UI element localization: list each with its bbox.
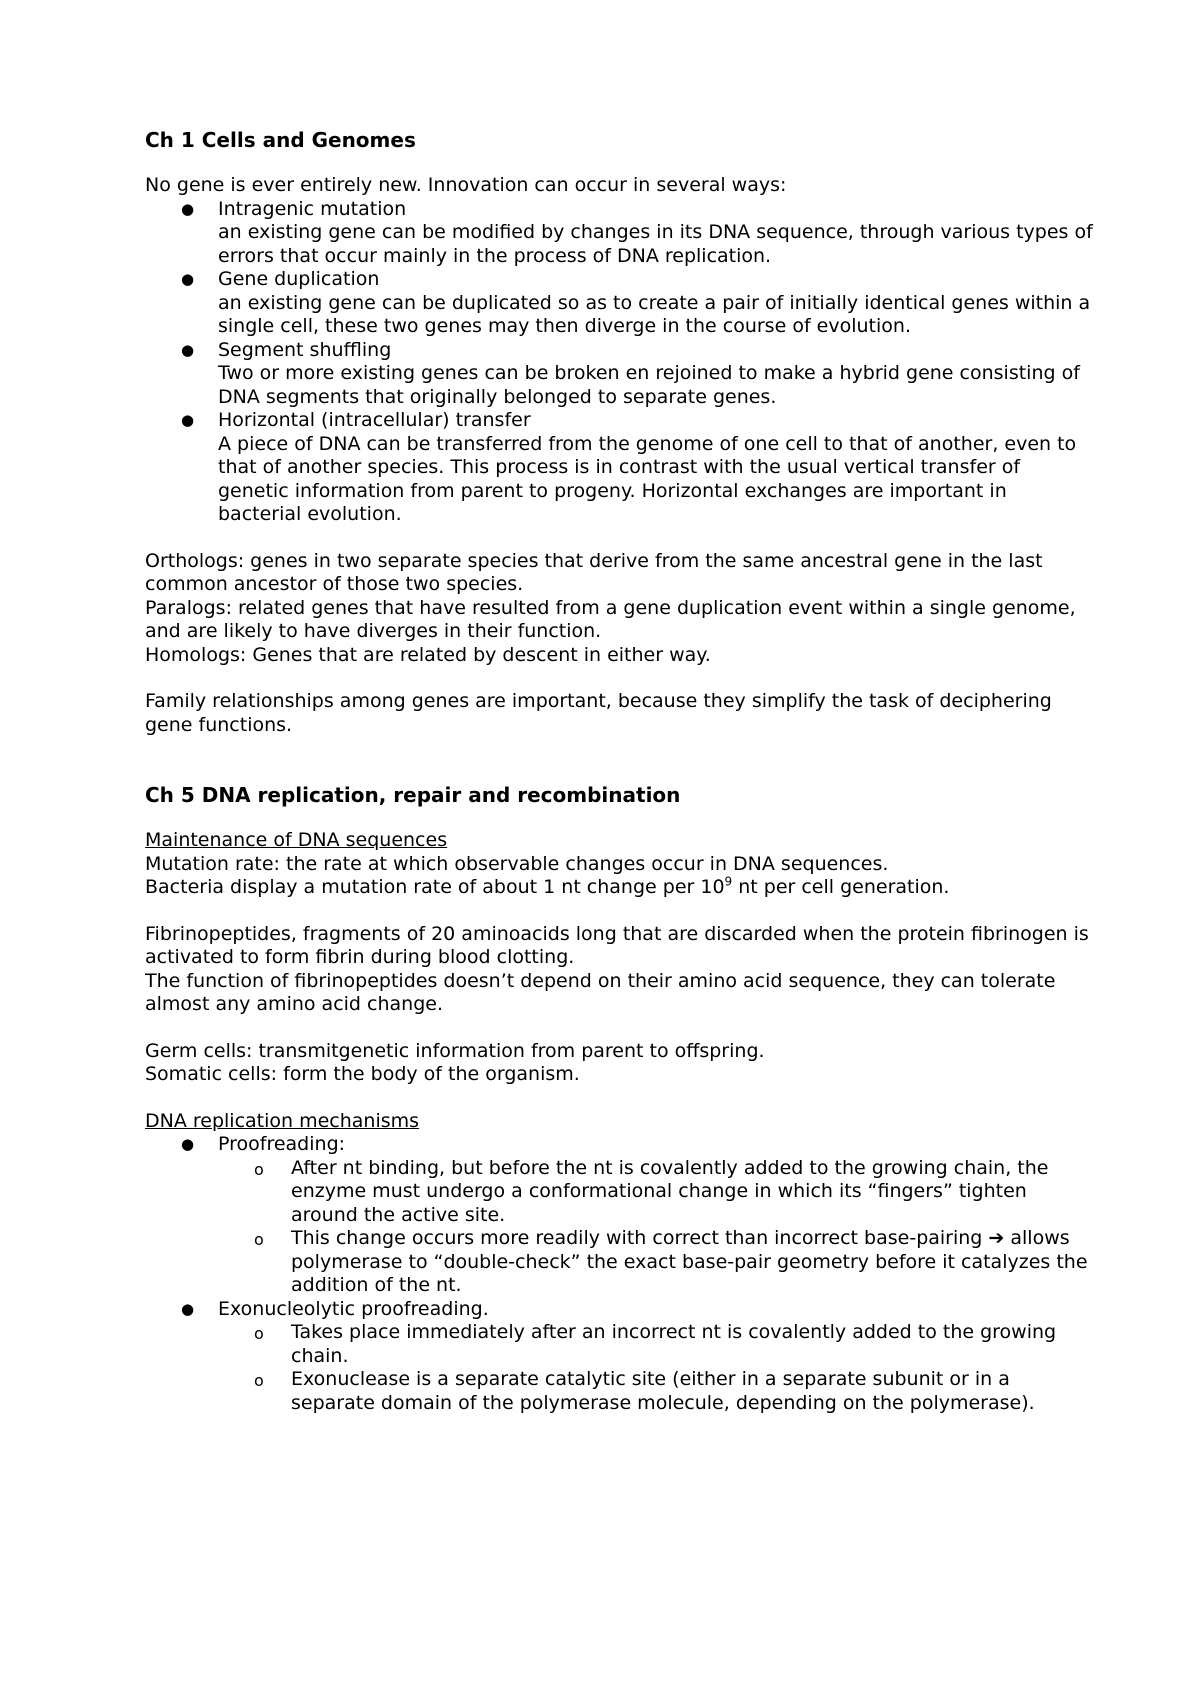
bullet-icon: ● — [181, 411, 195, 429]
ch5-heading: Ch 5 DNA replication, repair and recombination — [145, 783, 681, 807]
sub-list-item-text: This change occurs more readily with correct than incorrect base-pairing ➔ allows polymerase to “double-check” the exact base-pair geometry before it catalyzes the addition of the nt. — [291, 1227, 1088, 1296]
bacteria-text-pre: Bacteria display a mutation rate of about 1 nt change per 10 — [145, 876, 725, 898]
list-item-title: Gene duplication — [218, 268, 380, 290]
list-item — [145, 409, 1095, 527]
list-item-title: Horizontal (intracellular) transfer — [218, 409, 531, 431]
mutation-rate-definition: Mutation rate: the rate at which observable changes occur in DNA sequences. — [145, 852, 889, 875]
sub-list-item-text: Takes place immediately after an incorrect nt is covalently added to the growing chain. — [291, 1321, 1057, 1367]
document-page — [145, 128, 1095, 1415]
innovation-list — [145, 198, 1095, 527]
maintenance-subheading: Maintenance of DNA sequences — [145, 829, 448, 851]
germ-cells-definition: Germ cells: transmitgenetic information from parent to offspring. — [145, 1039, 765, 1062]
bacteria-mutation-rate — [145, 876, 1095, 900]
ch1-intro: No gene is ever entirely new. Innovation can occur in several ways: — [145, 174, 787, 196]
bullet-icon: ● — [181, 1135, 195, 1153]
list-item — [145, 1298, 1095, 1416]
sub-list-item — [218, 1368, 1095, 1415]
list-item — [145, 268, 1095, 339]
fibrinopeptides-text: Fibrinopeptides, fragments of 20 aminoacids long that are discarded when the protein fibrinogen is activated to form fibrin during blood clotting. — [145, 922, 1089, 968]
exponent: 9 — [724, 874, 733, 889]
list-item-title: Proofreading: — [218, 1133, 346, 1155]
mechanisms-subheading: DNA replication mechanisms — [145, 1109, 420, 1132]
proofreading-sublist — [218, 1157, 1095, 1298]
homologs-definition: Homologs: Genes that are related by descent in either way. — [145, 643, 711, 666]
circle-bullet-icon: o — [254, 1371, 264, 1390]
sub-list-item-text: Exonuclease is a separate catalytic site (either in a separate subunit or in a separate domain of the polymerase molecule, depending on the polymerase). — [291, 1368, 1035, 1414]
somatic-cells-definition: Somatic cells: form the body of the organism. — [145, 1063, 580, 1085]
list-item-title: Intragenic mutation — [218, 197, 407, 220]
exo-sublist — [218, 1321, 1095, 1415]
list-item-desc: Two or more existing genes can be broken en rejoined to make a hybrid gene consisting of DNA segments that originally belonged to separate genes. — [218, 362, 1080, 408]
list-item — [145, 339, 1095, 410]
list-item-desc: an existing gene can be modified by changes in its DNA sequence, through various types of errors that occur mainly in the process of DNA replication. — [218, 221, 1093, 267]
sub-list-item — [218, 1321, 1095, 1368]
sub-list-item-text: After nt binding, but before the nt is covalently added to the growing chain, the enzyme must undergo a conformational change in which its “fingers” tighten around the active site. — [291, 1156, 1049, 1226]
bacteria-text-post: nt per cell generation. — [732, 876, 950, 898]
list-item — [145, 198, 1095, 269]
family-relationships-text: Family relationships among genes are important, because they simplify the task of deciphering gene functions. — [145, 690, 1052, 736]
paralogs-definition: Paralogs: related genes that have resulted from a gene duplication event within a single genome, and are likely to have diverges in their function. — [145, 596, 1076, 642]
bullet-icon: ● — [181, 1299, 195, 1318]
list-item-title: Exonucleolytic proofreading. — [218, 1297, 489, 1320]
list-item-desc: A piece of DNA can be transferred from the genome of one cell to that of another, even to that of another species. This process is in contrast with the usual vertical transfer of genetic information from parent to progeny. Horizontal exchanges are important in bacterial evolution. — [218, 432, 1077, 525]
sub-list-item — [218, 1227, 1095, 1298]
circle-bullet-icon: o — [254, 1159, 264, 1179]
list-item — [145, 1133, 1095, 1298]
fibrinopeptides-function-text: The function of fibrinopeptides doesn’t depend on their amino acid sequence, they can tolerate almost any amino acid change. — [145, 969, 1056, 1015]
sub-list-item — [218, 1157, 1095, 1228]
circle-bullet-icon: o — [254, 1324, 264, 1343]
orthologs-definition: Orthologs: genes in two separate species that derive from the same ancestral gene in the last common ancestor of those two species. — [145, 549, 1043, 595]
bullet-icon: ● — [181, 340, 195, 359]
circle-bullet-icon: o — [254, 1230, 264, 1249]
list-item-desc: an existing gene can be duplicated so as to create a pair of initially identical genes within a single cell, these two genes may then diverge in the course of evolution. — [218, 291, 1091, 337]
ch1-heading: Ch 1 Cells and Genomes — [145, 128, 416, 152]
list-item-title: Segment shuffling — [218, 338, 392, 361]
mechanisms-list — [145, 1133, 1095, 1415]
bullet-icon: ● — [181, 199, 195, 218]
bullet-icon: ● — [181, 270, 195, 288]
